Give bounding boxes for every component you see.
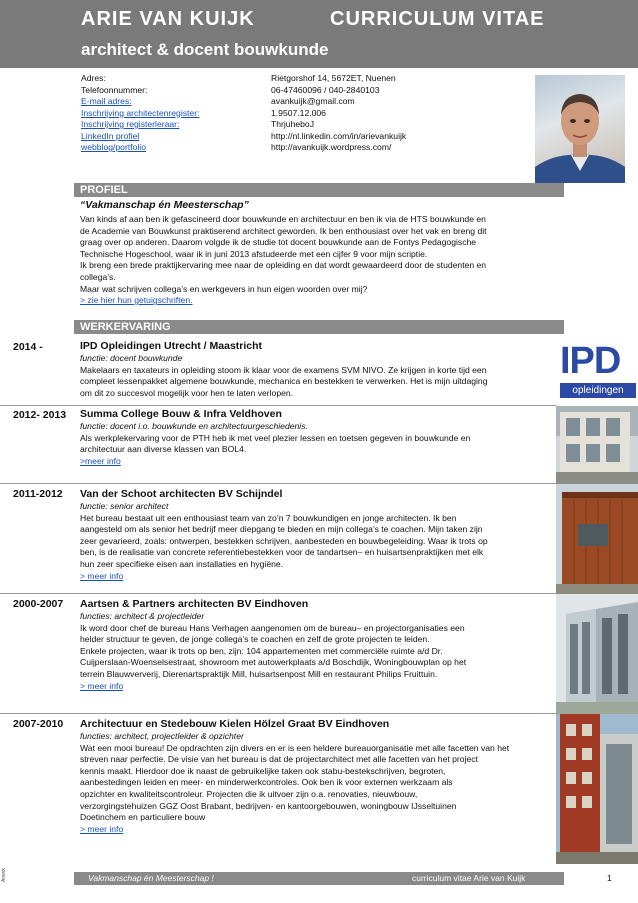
teacher-register-link[interactable]: Inschrijving registerleraar:	[81, 119, 180, 129]
linkedin-value: http://nl.linkedin.com/in/arievankuijk	[271, 130, 407, 141]
job-line: om dit zo succesvol mogelijk voor hen te laten verlopen.	[80, 387, 294, 398]
job-body	[80, 488, 538, 582]
profile-line: Van kinds af aan ben ik gefascineerd door bouwkunde en architectuur en ben ik via de HTS bouwkunde en	[80, 214, 486, 224]
job-line: ben, is de realisatie van concrete referentiebestekken voor de tandartsen– en huisartsenpraktijken met elk	[80, 547, 484, 558]
job-line: kennis maakt. Hierdoor doe ik naast de gebruikelijke taken ook stabu-bestekschrijven, begroten,	[80, 765, 446, 776]
footer-document-label: curriculum vitae Arie van Kuijk	[412, 873, 526, 883]
profile-line: Ik breng een brede praktijkervaring mee naar de opleiding en dat wordt gewaardeerd door de studenten en	[80, 260, 487, 271]
contact-row-teacher-register	[81, 119, 521, 131]
email-link[interactable]: E-mail adres:	[81, 96, 132, 106]
more-info-link[interactable]: >meer info	[80, 455, 121, 466]
job-body	[80, 340, 538, 399]
job-line: architectuur aan diverse klassen van BOL4.	[80, 444, 247, 455]
document-title: CURRICULUM VITAE	[330, 8, 545, 30]
section-header-experience: WERKERVARING	[74, 320, 564, 334]
job-line: Makelaars en taxateurs in opleiding stoom ik klaar voor de examens SVM NIVO. Ze krijgen in korte tijd een	[80, 364, 487, 375]
ipd-logo-text: IPD	[560, 340, 621, 382]
building-photo-van-der-schoot	[556, 484, 638, 594]
profile-motto: “Vakmanschap én Meesterschap”	[80, 199, 249, 211]
weblog-link[interactable]: webblog/portfolio	[81, 142, 146, 152]
more-info-link[interactable]: > meer info	[80, 823, 124, 834]
job-line: zeer gevarieerd, zoals: ontwerpen, bestekken schrijven, aanbesteden en bouwbegeleiding. Waar ik trots op	[80, 535, 488, 546]
job-title: Aartsen & Partners architecten BV Eindhoven	[80, 598, 309, 610]
section-header-profile: PROFIEL	[74, 183, 564, 197]
profile-line: Maar wat schrijven collega’s en werkgevers in hun eigen woorden over mij?	[80, 283, 368, 294]
more-info-link[interactable]: > meer info	[80, 680, 124, 691]
email-value: avankuijk@gmail.com	[271, 96, 355, 106]
job-function: functies: architect & projectleider	[80, 611, 205, 621]
contact-block	[81, 73, 521, 154]
job-period: 2012- 2013	[13, 409, 67, 421]
profile-line: graag over op anderen. Daarom volgde ik de studie tot docent bouwkunde aan de Fontys Pedagogische	[80, 237, 477, 248]
job-title: Summa College Bouw & Infra Veldhoven	[80, 408, 282, 420]
job-period: 2007-2010	[13, 718, 64, 730]
building-photo-kielen	[556, 714, 638, 864]
contact-row-linkedin	[81, 131, 521, 143]
building-photo-summa	[556, 406, 638, 484]
contact-row-email	[81, 96, 521, 108]
profile-section	[80, 199, 560, 307]
job-entry-van-der-schoot	[0, 484, 638, 594]
candidate-name: ARIE VAN KUIJK	[81, 8, 255, 30]
contact-row-architect-register	[81, 108, 521, 120]
job-title: Architectuur en Stedebouw Kielen Hölzel Graat BV Eindhoven	[80, 718, 390, 730]
job-entry-kielen	[0, 714, 638, 864]
more-info-link[interactable]: > meer info	[80, 570, 124, 581]
job-period: 2000-2007	[13, 598, 64, 610]
job-line: Ik word door chef de bureau Hans Verhagen aangenomen om de bureau– en projectorganisaties een	[80, 622, 465, 633]
building-photo-aartsen	[556, 594, 638, 714]
job-period: 2014 -	[13, 341, 43, 353]
phone-value: 06-47460096 / 040-2840103	[271, 84, 380, 95]
job-line: hun zeer specifieke eisen aan installaties en hygiëne.	[80, 558, 284, 569]
job-body	[80, 718, 538, 835]
side-label: Arievk	[1, 868, 7, 882]
job-entry-summa	[0, 406, 638, 484]
job-line: Als werkplekervaring voor de PTH heb ik met veel plezier lessen en toetsen gegeven in bouwkunde en	[80, 432, 471, 443]
contact-row-phone	[81, 85, 521, 97]
ipd-logo-subtitle: opleidingen	[560, 383, 636, 398]
job-body	[80, 598, 538, 692]
address-label: Adres:	[81, 73, 106, 83]
job-line: streven naar perfectie. De visie van het bureau is dat de projectarchitect met alle facetten van het project	[80, 754, 478, 765]
job-body	[80, 408, 538, 467]
job-title: IPD Opleidingen Utrecht / Maastricht	[80, 340, 263, 352]
job-line: Wat een mooi bureau! De opdrachten zijn divers en er is een heldere bureauorganisatie met alle facetten van het	[80, 742, 510, 753]
footer-motto: Vakmanschap én Meesterschap !	[88, 873, 214, 883]
header-bar	[0, 0, 638, 68]
job-line: Het bureau bestaat uit een enthousiast team van zo’n 7 bouwkundigen en jonge architecten. Ik ben	[80, 512, 457, 523]
candidate-profession: architect & docent bouwkunde	[81, 40, 329, 59]
job-line: verzorgingstehuizen GGZ Oost Brabant, bedrijven- en kantoorgebouwen, woningbouw IJsseltuinen	[80, 800, 457, 811]
job-line: opzichter en kwaliteitscontroleur. Projecten die ik uitvoer zijn o.a. renovaties, nieuwbouw,	[80, 788, 418, 799]
profile-line: Technische Hogeschool, waar ik in juni 2013 afstudeerde met een cijfer 9 voor mijn scriptie.	[80, 248, 428, 259]
address-value: Rietgorshof 14, 5672ET, Nuenen	[271, 73, 396, 83]
job-line: aanbestedingen leiden en meer- en minderwerkcontroles. Ook ben ik voor externen werkzaam als	[80, 777, 453, 788]
profile-line: de Academie van Bouwkunst praktiserend architect geworden. Ik ben enthousiast over het vak en breng dit	[80, 225, 487, 236]
job-line: helder structuur te geven, de jonge collega’s te coachen en zelf de grote projecten te leiden.	[80, 634, 430, 645]
architect-register-value: 1.9507.12.006	[271, 107, 326, 118]
profile-line: collega’s.	[80, 271, 116, 282]
footer-bar	[74, 872, 564, 885]
phone-label: Telefoonnummer:	[81, 84, 148, 95]
job-period: 2011-2012	[13, 488, 63, 500]
job-function: functie: senior architect	[80, 501, 169, 511]
ipd-logo	[556, 338, 638, 404]
contact-row-weblog	[81, 142, 521, 154]
contact-row-address	[81, 73, 521, 85]
job-line: terrein Blauwververij, Dierenartspraktijk Mill, huisartsenpost Mill en restaurant Philips Fruittuin.	[80, 668, 438, 679]
weblog-value: http://avankuijk.wordpress.com/	[271, 142, 392, 152]
job-line: compleet lessenpakket algemene bouwkunde, mechanica en bestekken te verwerken. Het is mijn uitdaging	[80, 376, 488, 387]
teacher-register-value: ThrjuheboJ	[271, 119, 314, 129]
job-entry-ipd	[0, 336, 638, 406]
linkedin-link[interactable]: LinkedIn profiel	[81, 130, 140, 141]
job-function: functie: docent i.o. bouwkunde en architectuurgeschiedenis.	[80, 421, 308, 431]
job-line: Cuijperslaan-Woenselsestraat, showroom met autowerkplaats a/d Boschdijk, Woningbouwplan op het	[80, 657, 467, 668]
job-function: functies: architect, projectleider & opzichter	[80, 731, 244, 741]
job-line: Enkele projecten, waar ik trots op ben, zijn: 104 appartementen met commerciële ruimte a/d Dr.	[80, 645, 443, 656]
job-function: functie: docent bouwkunde	[80, 353, 183, 363]
job-line: aangesteld om als senior het bedrijf meer diepgang te bieden en mijn collega’s te coachen. Mijn taken zijn	[80, 524, 483, 535]
job-entry-aartsen	[0, 594, 638, 714]
job-line: Doetinchem en particuliere bouw	[80, 812, 206, 823]
testimonials-link[interactable]: > zie hier hun getuigschriften.	[80, 295, 193, 306]
job-title: Van der Schoot architecten BV Schijndel	[80, 488, 283, 500]
portrait-photo	[535, 75, 625, 183]
architect-register-link[interactable]: Inschrijving architectenregister:	[81, 107, 200, 118]
page-number: 1	[607, 873, 612, 883]
